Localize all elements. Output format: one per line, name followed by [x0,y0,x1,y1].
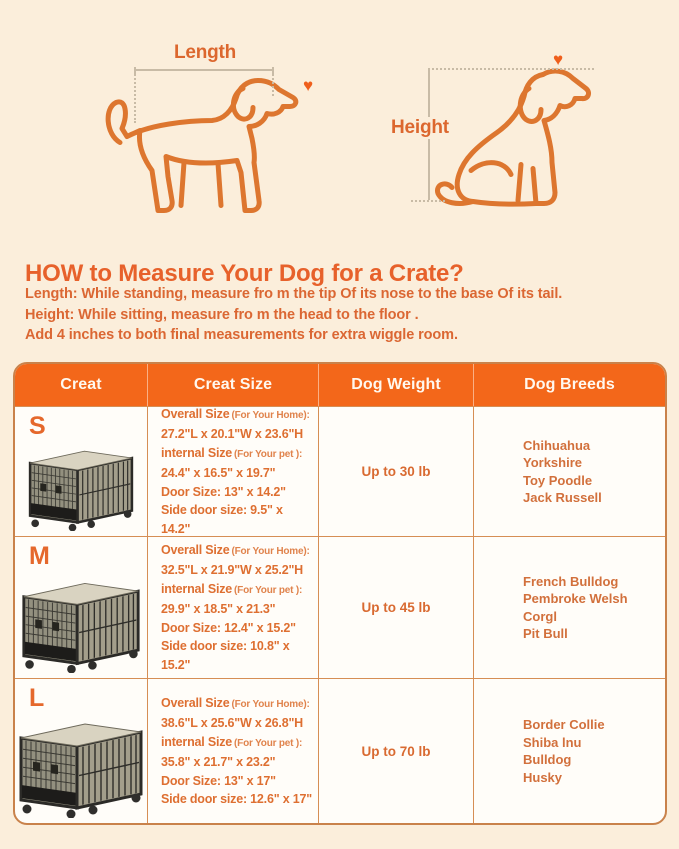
size-letter-s: S [29,412,46,440]
instruction-length: Length: While standing, measure fro m the tip Of its nose to the base Of its tail. [25,286,563,302]
instructions [25,284,562,346]
overall-size-note: (For Your Home): [231,545,310,557]
table-row-l-breeds [474,678,665,823]
breed-item: Shiba lnu [523,734,582,750]
crate-size-table [13,362,667,825]
column-header-dog-weight: Dog Weight [319,364,474,406]
breed-item: Pit Bull [523,626,568,641]
sitting-dog-back [457,75,543,205]
length-measurement-figure [100,40,330,225]
overall-size-line [161,541,314,562]
overall-size-note: (For Your Home): [231,698,310,710]
height-dotted-line-bottom [411,200,445,202]
overall-size-label: Overall Size [161,695,230,710]
table-row-s-crate [15,406,148,536]
table-row-m-weight: Up to 45 lb [319,536,474,678]
door-size-value: Door Size: 12.4" x 15.2" [161,620,296,635]
internal-size-label: internal Size [161,734,233,749]
size-letter-m: M [29,542,50,570]
table-row-s-weight: Up to 30 lb [319,406,474,536]
breed-item: Toy Poodle [523,472,593,488]
table-row-m-breeds [474,536,665,678]
standing-dog-far-legs [181,163,221,206]
table-row-l-crate [15,678,148,823]
instruction-wiggle-room: Add 4 inches to both final measurements for extra wiggle room. [25,327,458,343]
length-dotted-line-left [134,71,136,123]
side-door-size-value: Side door size: 12.6" x 17" [161,792,312,806]
table-row-m-crate [15,536,148,678]
internal-size-line [161,733,314,754]
page-title: HOW to Measure Your Dog for a Crate? [25,260,464,288]
height-label: Height [387,117,453,139]
breed-item: Corgl [523,608,557,624]
length-measure-line [134,69,274,71]
sitting-dog-head-front [533,71,589,203]
overall-size-value: 27.2"L x 20.1"W x 23.6"H [161,427,303,442]
crate-s-image [25,441,137,531]
side-door-size-value: Side door size: 10.8" x 15.2" [161,639,290,672]
overall-size-label: Overall Size [161,542,230,557]
breed-item: Pembroke Welsh [523,591,628,606]
internal-size-line [161,580,314,601]
height-dotted-line-top [428,68,594,70]
door-size-value: Door Size: 13" x 17" [161,773,276,788]
sitting-dog-far-leg [518,165,521,201]
table-row-s-breeds [474,406,665,536]
breed-item: French Bulldog [523,573,619,589]
column-header-creat-size: Creat Size [148,364,319,406]
breed-item: Border Collie [523,717,605,732]
table-row-m-sizes [148,536,319,678]
size-letter-l: L [29,684,45,712]
internal-size-note: (For Your pet ): [234,448,303,460]
breed-item: Yorkshire [523,455,583,470]
internal-size-label: internal Size [161,445,233,460]
internal-size-note: (For Your pet ): [234,584,303,596]
overall-size-line [161,694,314,715]
breed-item: Chihuahua [523,437,591,453]
breed-item: Bulldog [523,752,572,767]
sitting-dog-thigh [471,163,511,175]
table-row-s-sizes [148,406,319,536]
heart-icon: ♥ [553,50,564,69]
internal-size-value: 35.8" x 21.7" x 23.2" [161,755,276,769]
internal-size-line [161,444,314,465]
overall-size-line [161,405,314,426]
length-dotted-line-right [272,71,274,96]
instruction-height: Height: While sitting, measure fro m the head to the floor . [25,306,419,323]
overall-size-label: Overall Size [161,406,230,421]
internal-size-note: (For Your pet ): [234,737,303,749]
door-size-value: Door Size: 13" x 14.2" [161,484,286,499]
table-row-l-sizes [148,678,319,823]
side-door-size-value: Side door size: 9.5" x 14.2" [161,503,283,536]
crate-m-image [18,572,144,673]
column-header-creat: Creat [15,364,148,406]
height-measurement-figure [385,40,625,225]
internal-size-value: 24.4" x 16.5" x 19.7" [161,466,276,481]
breed-item: Husky [523,769,563,785]
breed-item: Jack Russell [523,490,602,505]
heart-icon: ♥ [303,76,314,95]
table-row-l-weight: Up to 70 lb [319,678,474,823]
internal-size-value: 29.9" x 18.5" x 21.3" [161,602,276,617]
overall-size-note: (For Your Home): [231,409,310,421]
crate-l-image [15,712,147,818]
overall-size-value: 32.5"L x 21.9"W x 25.2"H [161,563,303,578]
internal-size-label: internal Size [161,581,233,596]
standing-dog-outline [108,81,296,211]
overall-size-value: 38.6"L x 25.6"W x 26.8"H [161,716,303,730]
column-header-dog-breeds: Dog Breeds [474,364,665,406]
length-label: Length [173,42,237,63]
